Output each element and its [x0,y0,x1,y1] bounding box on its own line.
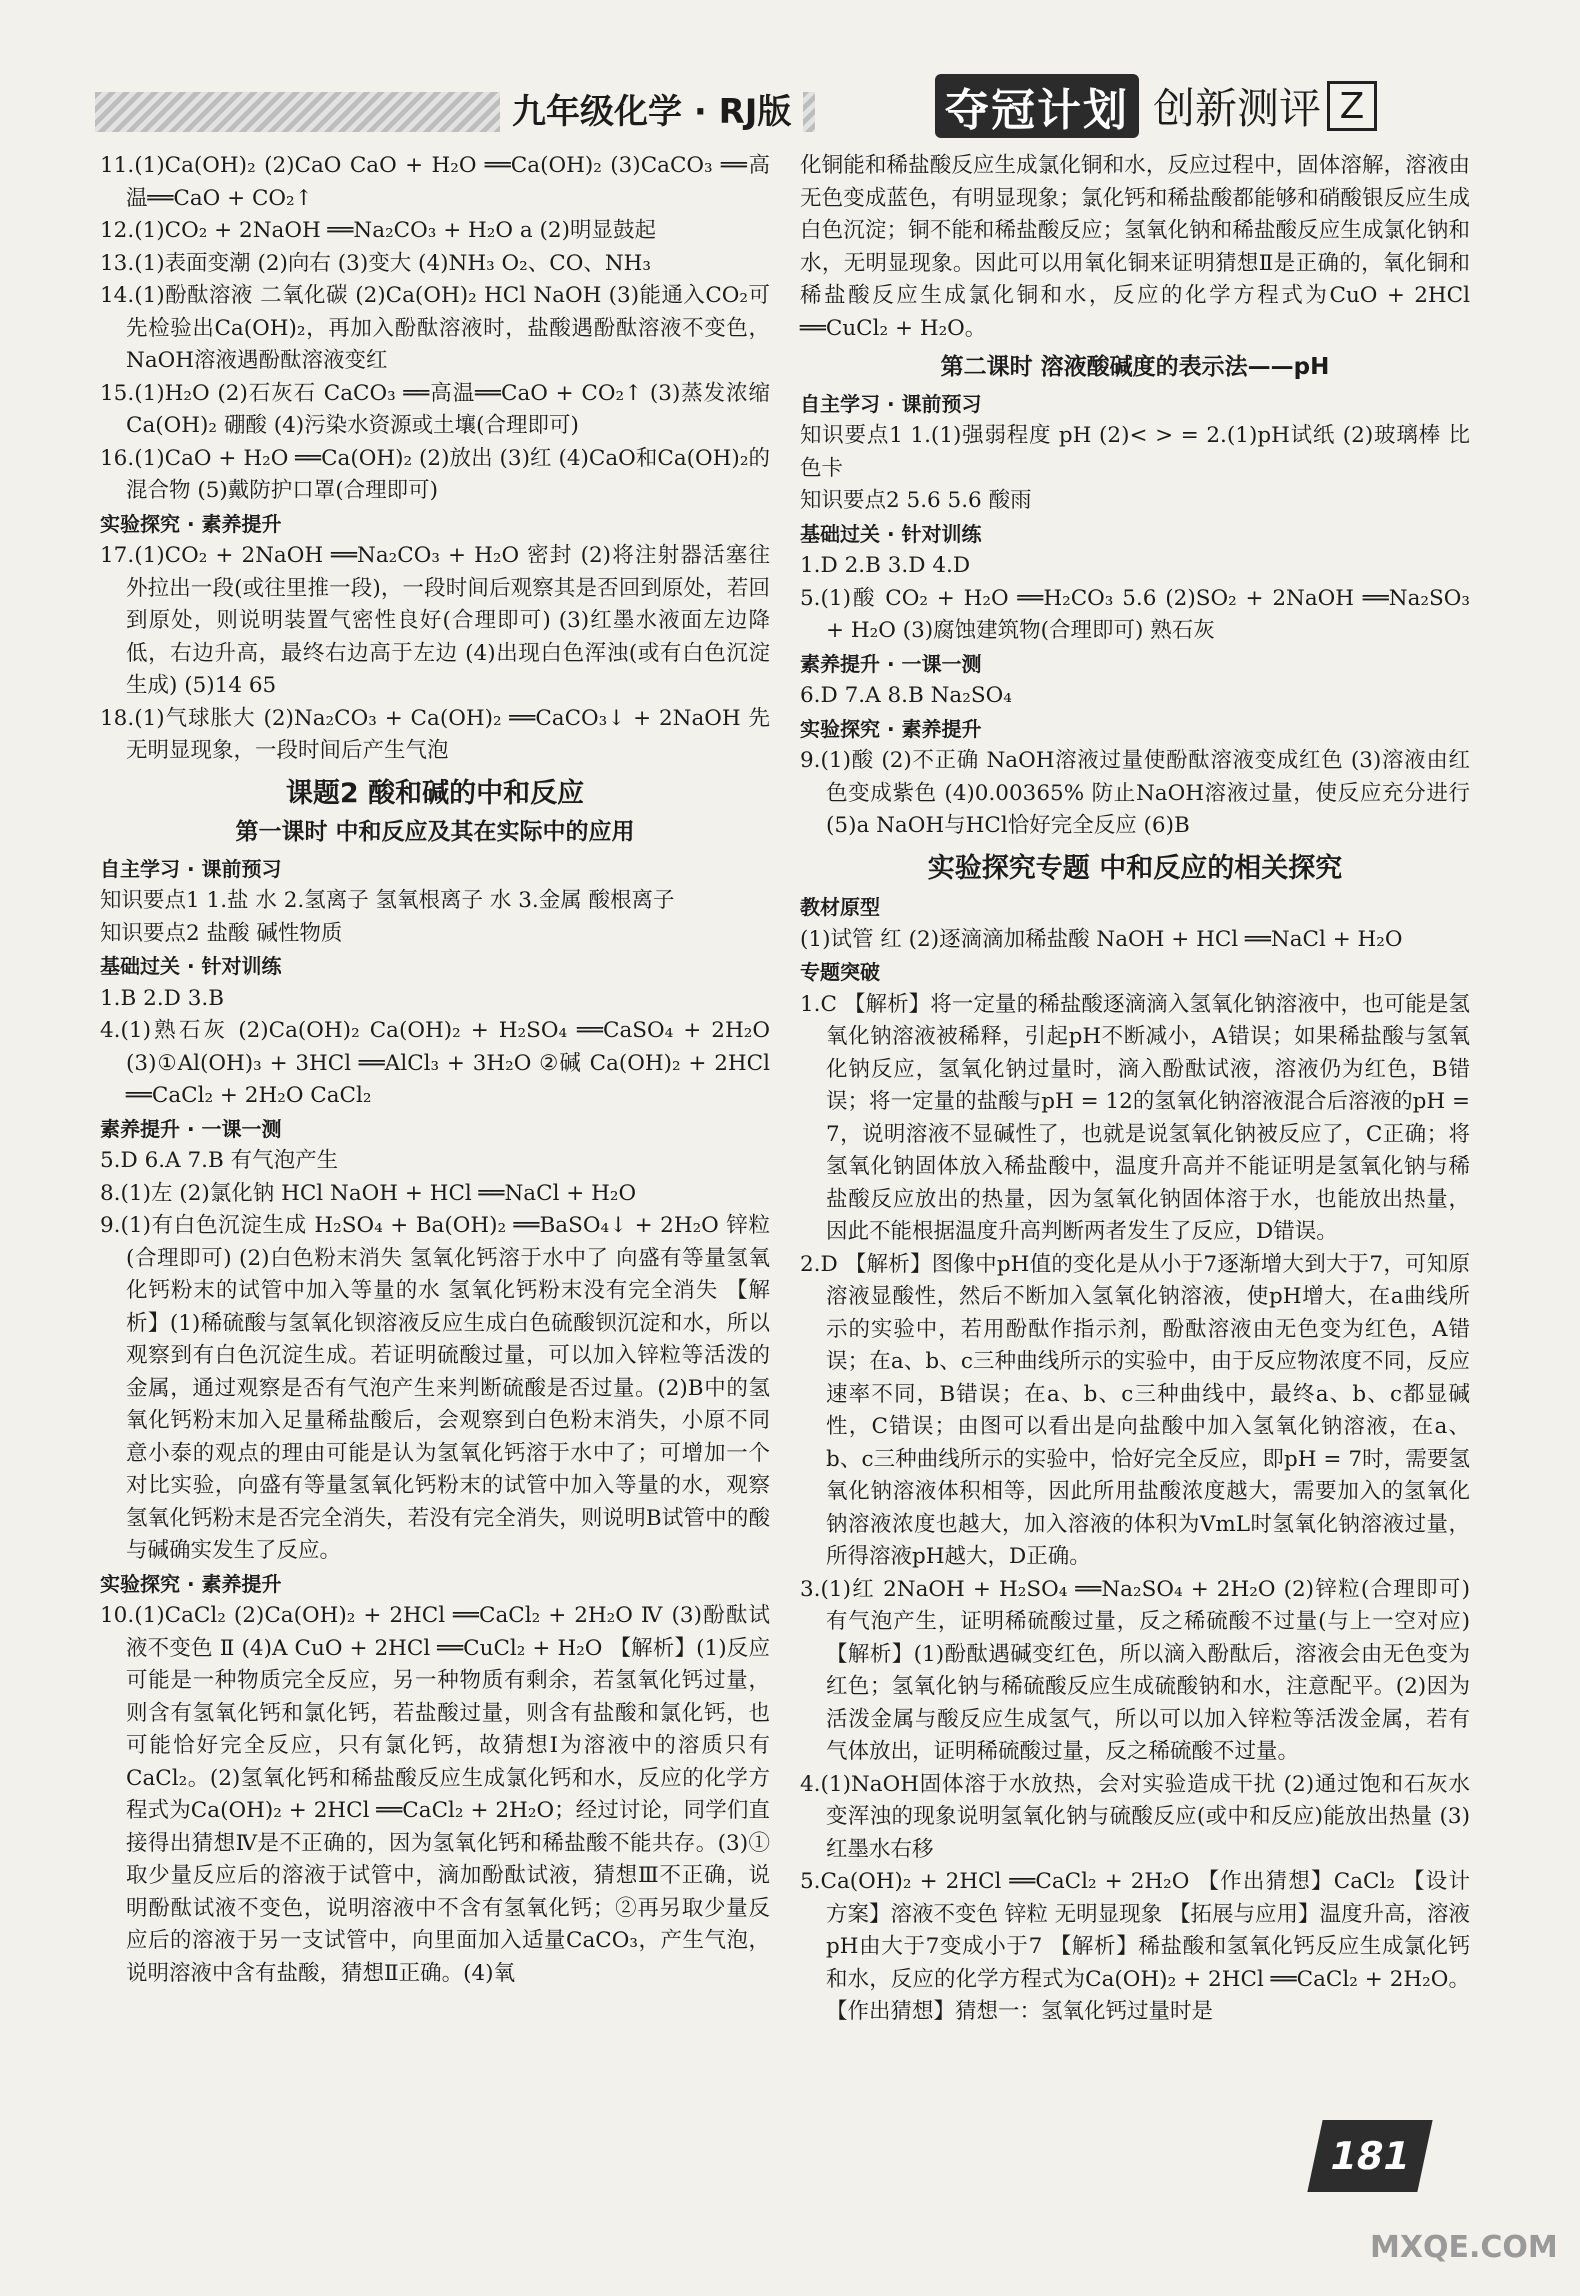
answer-item: 16.(1)CaO + H₂O ══Ca(OH)₂ (2)放出 (3)红 (4)CaO和Ca(OH)₂的混合物 (5)戴防护口罩(合理即可) [100,445,770,503]
section-label: 实验探究 · 素养提升 [800,716,982,741]
chapter-title: 课题2 酸和碱的中和反应 [285,777,585,809]
brand [935,76,1377,136]
brand-logo: 夺冠计划 [935,74,1139,138]
lesson-title: 第一课时 中和反应及其在实际中的应用 [235,819,635,845]
section-label: 实验探究 · 素养提升 [100,1571,282,1596]
answer-item: 10.(1)CaCl₂ (2)Ca(OH)₂ + 2HCl ══CaCl₂ + 2H₂O Ⅳ (3)酚酞试液不变色 Ⅱ (4)A CuO + 2HCl ══CuCl₂ + H₂O 【解析】(1)反应可能是一种物质完全反应，另一种物质有剩余，若氢氧化钙过量，则含有氢氧化钙和氯化钙，若盐酸过量，则含有盐酸和氯化钙，也可能恰好完全反应，只有氯化钙，故猜想Ⅰ为溶液中的溶质只有CaCl₂。(2)氢氧化钙和稀盐酸反应生成氯化钙和水，反应的化学方程式为Ca(OH)₂ + 2HCl ══CaCl₂ + 2H₂O；经过讨论，同学们直接得出猜想Ⅳ是不正确的，因为氢氧化钙和稀盐酸不能共存。(3)①取少量反应后的溶液于试管中，滴加酚酞试液，猜想Ⅲ不正确，说明酚酞试液不变色，说明溶液中不含有氢氧化钙；②再另取少量反应后的溶液于另一支试管中，向里面加入适量CaCO₃，产生气泡，说明溶液中含有盐酸，猜想Ⅱ正确。(4)氧 [100,1603,770,1986]
answer-item: 9.(1)酸 (2)不正确 NaOH溶液过量使酚酞溶液变成红色 (3)溶液由红色变成紫色 (4)0.00365% 防止NaOH溶液过量，使反应充分进行 (5)a NaOH与HCl恰好完全反应 (6)B [800,748,1470,838]
left-column [100,150,770,1990]
section-label: 素养提升 · 一课一测 [100,1116,282,1141]
answer-item: 12.(1)CO₂ + 2NaOH ══Na₂CO₃ + H₂O a (2)明显鼓起 [100,218,656,243]
watermark: MXQE.COM [1370,2230,1558,2265]
section-label: 素养提升 · 一课一测 [800,651,982,676]
answer-line: 8.(1)左 (2)氯化钠 HCl NaOH + HCl ══NaCl + H₂O [100,1180,637,1206]
answer-item: 14.(1)酚酞溶液 二氧化碳 (2)Ca(OH)₂ HCl NaOH (3)能通入CO₂可先检验出Ca(OH)₂，再加入酚酞溶液时，盐酸遇酚酞溶液不变色，NaOH溶液遇酚酞溶液变红 [100,283,770,373]
answer-line: 5.D 6.A 7.B 有气泡产生 [100,1148,339,1173]
answer-line: 知识要点1 1.盐 水 2.氢离子 氢氧根离子 水 3.金属 酸根离子 [100,888,675,913]
answer-item: 11.(1)Ca(OH)₂ (2)CaO CaO + H₂O ══Ca(OH)₂ (3)CaCO₃ ══高温══CaO + CO₂↑ [100,153,770,211]
section-label: 专题突破 [800,960,880,984]
answer-item: 5.(1)酸 CO₂ + H₂O ══H₂CO₃ 5.6 (2)SO₂ + 2NaOH ══Na₂SO₃ + H₂O (3)腐蚀建筑物(合理即可) 熟石灰 [800,585,1470,643]
answer-line: 知识要点2 5.6 5.6 酸雨 [800,488,1032,513]
brand-mark-icon: Z [1327,81,1377,131]
answer-line: 1.D 2.B 3.D 4.D [800,553,971,578]
answer-item: 1.C 【解析】将一定量的稀盐酸逐滴滴入氢氧化钠溶液中，也可能是氢氧化钠溶液被稀释，引起pH不断减小，A错误；如果稀盐酸与氢氧化钠反应，氢氧化钠过量时，滴入酚酞试液，溶液仍为红色，B错误；将一定量的盐酸与pH = 12的氢氧化钠溶液混合后溶液的pH = 7，说明溶液不显碱性了，也就是说氢氧化钠被反应了，C正确；将氢氧化钠固体放入稀盐酸中，温度升高并不能证明是氢氧化钠与稀盐酸反应放出的热量，因为氢氧化钠固体溶于水，也能放出热量，因此不能根据温度升高判断两者发生了反应，D错误。 [800,991,1470,1244]
answer-item: 9.(1)有白色沉淀生成 H₂SO₄ + Ba(OH)₂ ══BaSO₄↓ + 2H₂O 锌粒(合理即可) (2)白色粉末消失 氢氧化钙溶于水中了 向盛有等量氢氧化钙粉末的试管中加入等量的水 氢氧化钙粉末没有完全消失 【解析】(1)稀硫酸与氢氧化钡溶液反应生成白色硫酸钡沉淀和水，所以观察到有白色沉淀生成。若证明硫酸过量，可以加入锌粒等活泼的金属，通过观察是否有气泡产生来判断硫酸是否过量。(2)B中的氢氧化钙粉末加入足量稀盐酸后，会观察到白色粉末消失，小原不同意小泰的观点的理由可能是认为氢氧化钙溶于水中了；可增加一个对比实验，向盛有等量氢氧化钙粉末的试管中加入等量的水，观察氢氧化钙粉末是否完全消失，若没有完全消失，则说明B试管中的酸与碱确实发生了反应。 [100,1213,770,1563]
section-label: 教材原型 [800,895,880,919]
page-number: 181 [1307,2120,1432,2192]
section-label: 自主学习 · 课前预习 [100,856,282,881]
answer-line: 知识要点1 1.(1)强弱程度 pH (2)< > = 2.(1)pH试纸 (2)玻璃棒 比色卡 [800,423,1470,481]
answer-item: 2.D 【解析】图像中pH值的变化是从小于7逐渐增大到大于7，可知原溶液显酸性，然后不断加入氢氧化钠溶液，使pH增大，在a曲线所示的实验中，若用酚酞作指示剂，酚酞溶液由无色变为红色，A错误；在a、b、c三种曲线所示的实验中，由于反应物浓度不同，反应速率不同，B错误；在a、b、c三种曲线中，最终a、b、c都显碱性，C错误；由图可以看出是向盐酸中加入氢氧化钠溶液，在a、b、c三种曲线所示的实验中，恰好完全反应，即pH = 7时，需要氢氧化钠溶液体积相等，因此所用盐酸浓度越大，需要加入的氢氧化钠溶液浓度也越大，加入溶液的体积为VmL时氢氧化钠溶液过量，所得溶液pH越大，D正确。 [800,1251,1470,1569]
answer-item: 18.(1)气球胀大 (2)Na₂CO₃ + Ca(OH)₂ ══CaCO₃↓ + 2NaOH 先无明显现象，一段时间后产生气泡 [100,705,770,763]
answer-item: 4.(1)NaOH固体溶于水放热，会对实验造成干扰 (2)通过饱和石灰水变浑浊的现象说明氢氧化钠与硫酸反应(或中和反应)能放出热量 (3)红墨水右移 [800,1771,1470,1862]
section-label: 实验探究 · 素养提升 [100,511,282,536]
answer-item: 4.(1)熟石灰 (2)Ca(OH)₂ Ca(OH)₂ + H₂SO₄ ══CaSO₄ + 2H₂O (3)①Al(OH)₃ + 3HCl ══AlCl₃ + 3H₂O ②碱 Ca(OH)₂ + 2HCl ══CaCl₂ + 2H₂O CaCl₂ [100,1018,770,1108]
section-label: 基础过关 · 针对训练 [100,954,282,978]
answer-item: 15.(1)H₂O (2)石灰石 CaCO₃ ══高温══CaO + CO₂↑ (3)蒸发浓缩 Ca(OH)₂ 硼酸 (4)污染水资源或土壤(合理即可) [100,380,770,438]
answer-item: 5.Ca(OH)₂ + 2HCl ══CaCl₂ + 2H₂O 【作出猜想】CaCl₂ 【设计方案】溶液不变色 锌粒 无明显现象 【拓展与应用】温度升高，溶液pH由大于7变成小于7 【解析】稀盐酸和氢氧化钙反应生成氯化钙和水，反应的化学方程式为Ca(OH)₂ + 2HCl ══CaCl₂ + 2H₂O。【作出猜想】猜想一：氢氧化钙过量时是 [800,1869,1471,2024]
answer-item: 3.(1)红 2NaOH + H₂SO₄ ══Na₂SO₄ + 2H₂O (2)锌粒(合理即可) 有气泡产生，证明稀硫酸过量，反之稀硫酸不过量(与上一空对应) 【解析】(1)酚酞遇碱变红色，所以滴入酚酞后，溶液会由无色变为红色；氢氧化钠与稀硫酸反应生成硫酸钠和水，注意配平。(2)因为活泼金属与酸反应生成氢气，所以可以加入锌粒等活泼金属，若有气体放出，证明稀硫酸过量，反之稀硫酸不过量。 [800,1576,1470,1764]
section-label: 基础过关 · 针对训练 [800,521,982,546]
answer-line: 化铜能和稀盐酸反应生成氯化铜和水，反应过程中，固体溶解，溶液由无色变成蓝色，有明显现象；氯化钙和稀盐酸都能够和硝酸银反应生成白色沉淀；铜不能和稀盐酸反应；氢氧化钠和稀盐酸反应生成氯化钠和水，无明显现象。因此可以用氧化铜来证明猜想Ⅱ是正确的，氧化铜和稀盐酸反应生成氯化铜和水，反应的化学方程式为CuO + 2HCl ══CuCl₂ + H₂O。 [800,153,1470,341]
section-label: 自主学习 · 课前预习 [800,391,982,416]
answer-line: 6.D 7.A 8.B Na₂SO₄ [800,683,1012,708]
right-column [800,150,1470,2029]
answer-item: 13.(1)表面变潮 (2)向右 (3)变大 (4)NH₃ O₂、CO、NH₃ [100,250,652,276]
brand-subtitle: 创新测评 [1153,84,1322,133]
page-header [0,0,1580,145]
lesson-title: 第二课时 溶液酸碱度的表示法——pH [940,354,1330,380]
answer-item: 17.(1)CO₂ + 2NaOH ══Na₂CO₃ + H₂O 密封 (2)将注射器活塞往外拉出一段(或往里推一段)，一段时间后观察其是否回到原处，若回到原处，则说明装置气密性良好(合理即可) (3)红墨水液面左边降低，右边升高，最终右边高于左边 (4)出现白色浑浊(或有白色沉淀生成) (5)14 65 [100,543,770,698]
chapter-title: 实验探究专题 中和反应的相关探究 [927,852,1343,884]
book-title: 九年级化学 · RJ版 [500,84,803,133]
answer-line: 1.B 2.D 3.B [100,985,225,1011]
answer-line: 知识要点2 盐酸 碱性物质 [100,920,343,946]
answer-item: (1)试管 红 (2)逐滴滴加稀盐酸 NaOH + HCl ══NaCl + H₂O [800,926,1403,952]
